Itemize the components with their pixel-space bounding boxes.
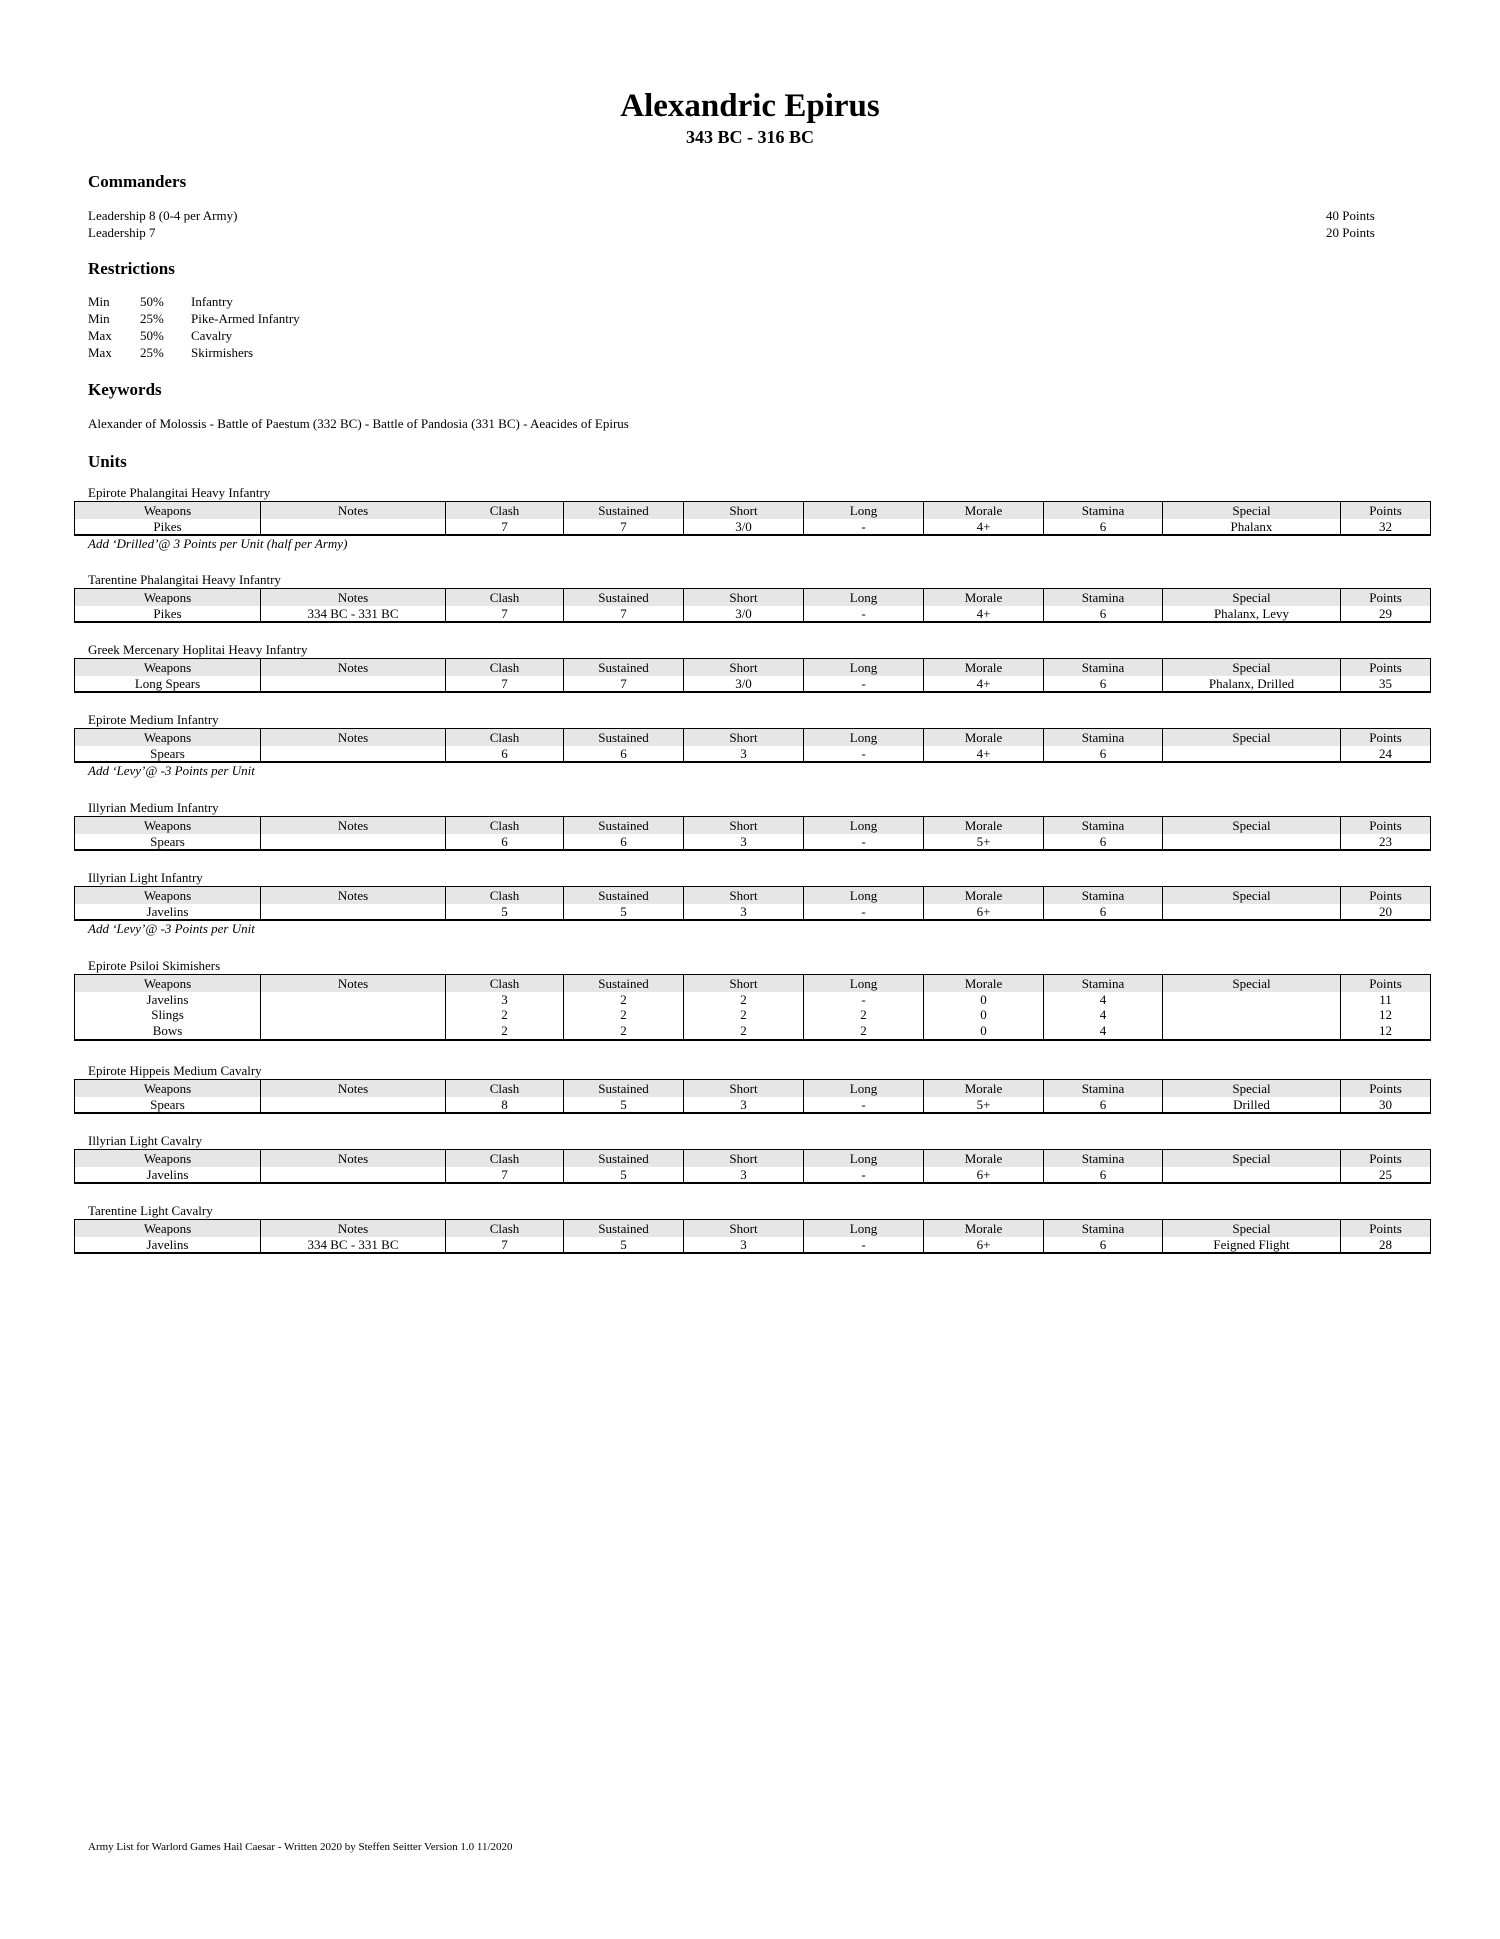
unit-stats-table bbox=[74, 1219, 1431, 1254]
table-cell: 334 BC - 331 BC bbox=[261, 1237, 446, 1253]
table-cell: 5 bbox=[446, 904, 564, 920]
table-cell: 4+ bbox=[924, 606, 1044, 622]
unit-stats-table bbox=[74, 1079, 1431, 1114]
table-row bbox=[75, 606, 1431, 622]
unit-option-note: Add ‘Levy’@ -3 Points per Unit bbox=[88, 921, 255, 936]
table-cell bbox=[1163, 834, 1341, 850]
table-cell: 6 bbox=[1044, 834, 1163, 850]
restriction-type: Min bbox=[88, 311, 110, 326]
column-header: Stamina bbox=[1044, 1220, 1163, 1238]
keywords-text: Alexander of Molossis - Battle of Paestum (332 BC) - Battle of Pandosia (331 BC) - Aeacides of Epirus bbox=[88, 416, 629, 431]
column-header: Notes bbox=[261, 729, 446, 747]
table-cell: 5 bbox=[564, 904, 684, 920]
table-cell: 30 bbox=[1341, 1097, 1431, 1113]
column-header: Morale bbox=[924, 659, 1044, 677]
table-cell: - bbox=[804, 606, 924, 622]
unit-block bbox=[74, 1134, 1430, 1184]
table-cell: Bows bbox=[152, 1023, 183, 1038]
column-header: Special bbox=[1163, 589, 1341, 607]
table-cell: 6 bbox=[1044, 904, 1163, 920]
unit-option-note: Add ‘Levy’@ -3 Points per Unit bbox=[88, 763, 255, 778]
column-header: Sustained bbox=[564, 659, 684, 677]
table-cell bbox=[1163, 1023, 1341, 1040]
table-cell: Javelins bbox=[146, 1237, 189, 1252]
table-cell bbox=[261, 1023, 446, 1040]
unit-name: Tarentine Light Cavalry bbox=[88, 1203, 213, 1218]
column-header: Short bbox=[684, 1080, 804, 1098]
table-cell bbox=[1163, 746, 1341, 762]
column-header: Notes bbox=[261, 1220, 446, 1238]
page-subtitle: 343 BC - 316 BC bbox=[685, 127, 814, 147]
table-cell: 3 bbox=[684, 834, 804, 850]
table-cell: 334 BC - 331 BC bbox=[261, 606, 446, 622]
table-header-row bbox=[75, 817, 1431, 835]
table-cell: Phalanx, Drilled bbox=[1163, 676, 1341, 692]
column-header: Weapons bbox=[75, 1220, 261, 1238]
table-cell: Phalanx bbox=[1163, 519, 1341, 535]
restriction-type: Max bbox=[88, 345, 112, 360]
column-header: Long bbox=[804, 659, 924, 677]
table-cell: 2 bbox=[684, 992, 804, 1007]
column-header: Stamina bbox=[1044, 975, 1163, 993]
table-cell bbox=[261, 1097, 446, 1113]
column-header: Morale bbox=[924, 589, 1044, 607]
table-cell: 7 bbox=[446, 1237, 564, 1253]
column-header: Points bbox=[1341, 1080, 1431, 1098]
table-cell bbox=[261, 992, 446, 1007]
table-cell: 2 bbox=[804, 1007, 924, 1023]
unit-block bbox=[74, 1064, 1430, 1114]
unit-name: Illyrian Light Infantry bbox=[88, 870, 203, 885]
table-cell: 4+ bbox=[924, 676, 1044, 692]
page-title: Alexandric Epirus bbox=[620, 88, 880, 124]
table-cell: - bbox=[804, 834, 924, 850]
unit-block bbox=[74, 486, 1430, 552]
table-cell: 2 bbox=[564, 1023, 684, 1040]
restriction-category: Cavalry bbox=[191, 328, 233, 343]
table-cell: 29 bbox=[1341, 606, 1431, 622]
column-header: Notes bbox=[261, 1150, 446, 1168]
unit-name: Epirote Medium Infantry bbox=[88, 712, 219, 727]
column-header: Points bbox=[1341, 659, 1431, 677]
table-cell: 3/0 bbox=[684, 676, 804, 692]
unit-stats-table bbox=[74, 728, 1431, 763]
column-header: Special bbox=[1163, 1080, 1341, 1098]
table-cell: 23 bbox=[1341, 834, 1431, 850]
table-cell: 4 bbox=[1044, 992, 1163, 1007]
table-header-row bbox=[75, 1150, 1431, 1168]
column-header: Points bbox=[1341, 502, 1431, 520]
table-cell: 5 bbox=[564, 1097, 684, 1113]
column-header: Clash bbox=[446, 887, 564, 905]
table-cell: 6 bbox=[1044, 676, 1163, 692]
table-cell: 5+ bbox=[924, 834, 1044, 850]
column-header: Sustained bbox=[564, 1080, 684, 1098]
table-cell: 6 bbox=[446, 834, 564, 850]
table-cell: 12 bbox=[1341, 1007, 1431, 1023]
column-header: Weapons bbox=[75, 729, 261, 747]
commander-points: 20 Points bbox=[1326, 225, 1375, 240]
table-cell: 32 bbox=[1341, 519, 1431, 535]
table-cell: 2 bbox=[446, 1023, 564, 1040]
table-cell: 0 bbox=[924, 992, 1044, 1007]
column-header: Morale bbox=[924, 887, 1044, 905]
table-row bbox=[75, 904, 1431, 920]
table-row bbox=[75, 1167, 1431, 1183]
table-cell: 4+ bbox=[924, 746, 1044, 762]
column-header: Points bbox=[1341, 975, 1431, 993]
column-header: Weapons bbox=[75, 659, 261, 677]
table-cell: - bbox=[804, 519, 924, 535]
table-cell bbox=[261, 1167, 446, 1183]
column-header: Weapons bbox=[75, 589, 261, 607]
column-header: Short bbox=[684, 502, 804, 520]
table-row bbox=[75, 1007, 1431, 1023]
table-cell: 7 bbox=[446, 606, 564, 622]
table-cell: 7 bbox=[446, 1167, 564, 1183]
table-cell: 3 bbox=[684, 904, 804, 920]
table-cell: Feigned Flight bbox=[1163, 1237, 1341, 1253]
column-header: Short bbox=[684, 1220, 804, 1238]
table-cell: 7 bbox=[446, 519, 564, 535]
table-cell: 3 bbox=[684, 1167, 804, 1183]
column-header: Special bbox=[1163, 659, 1341, 677]
table-cell: 11 bbox=[1341, 992, 1431, 1007]
footer-text: Army List for Warlord Games Hail Caesar - Written 2020 by Steffen Seitter Version 1.0 11/2020 bbox=[88, 1841, 513, 1853]
keywords-heading: Keywords bbox=[88, 380, 162, 399]
column-header: Points bbox=[1341, 1220, 1431, 1238]
table-cell: 7 bbox=[564, 676, 684, 692]
restriction-percent: 25% bbox=[140, 311, 164, 326]
table-cell bbox=[261, 676, 446, 692]
table-cell: 6 bbox=[446, 746, 564, 762]
restriction-category: Skirmishers bbox=[191, 345, 254, 360]
table-header-row bbox=[75, 659, 1431, 677]
table-cell: Phalanx, Levy bbox=[1163, 606, 1341, 622]
restriction-category: Pike-Armed Infantry bbox=[191, 311, 300, 326]
column-header: Notes bbox=[261, 975, 446, 993]
table-cell: Drilled bbox=[1163, 1097, 1341, 1113]
unit-block bbox=[74, 643, 1430, 693]
table-cell: 0 bbox=[924, 1023, 1044, 1040]
column-header: Long bbox=[804, 1080, 924, 1098]
table-row bbox=[75, 676, 1431, 692]
table-cell: 25 bbox=[1341, 1167, 1431, 1183]
column-header: Long bbox=[804, 1220, 924, 1238]
column-header: Weapons bbox=[75, 975, 261, 993]
table-cell: 20 bbox=[1341, 904, 1431, 920]
column-header: Clash bbox=[446, 1080, 564, 1098]
column-header: Notes bbox=[261, 817, 446, 835]
table-cell: 28 bbox=[1341, 1237, 1431, 1253]
column-header: Special bbox=[1163, 729, 1341, 747]
table-cell: 7 bbox=[564, 606, 684, 622]
column-header: Sustained bbox=[564, 589, 684, 607]
column-header: Notes bbox=[261, 589, 446, 607]
unit-stats-table bbox=[74, 974, 1431, 1041]
restriction-percent: 50% bbox=[140, 294, 164, 309]
table-cell: 5+ bbox=[924, 1097, 1044, 1113]
column-header: Weapons bbox=[75, 887, 261, 905]
column-header: Special bbox=[1163, 887, 1341, 905]
unit-stats-table bbox=[74, 816, 1431, 851]
column-header: Short bbox=[684, 975, 804, 993]
column-header: Sustained bbox=[564, 729, 684, 747]
column-header: Notes bbox=[261, 887, 446, 905]
commander-label: Leadership 8 (0-4 per Army) bbox=[88, 208, 238, 223]
table-cell: Spears bbox=[150, 1097, 185, 1112]
column-header: Morale bbox=[924, 1220, 1044, 1238]
table-cell: Spears bbox=[150, 834, 185, 849]
table-cell: Javelins bbox=[146, 1167, 189, 1182]
table-row bbox=[75, 519, 1431, 535]
table-cell: 7 bbox=[446, 676, 564, 692]
table-cell: - bbox=[804, 746, 924, 762]
table-cell: - bbox=[804, 1237, 924, 1253]
unit-name: Illyrian Medium Infantry bbox=[88, 800, 219, 815]
column-header: Sustained bbox=[564, 887, 684, 905]
table-cell: 6+ bbox=[924, 904, 1044, 920]
table-cell: 6 bbox=[564, 746, 684, 762]
table-cell: 2 bbox=[684, 1023, 804, 1040]
table-cell: 6 bbox=[564, 834, 684, 850]
unit-block bbox=[74, 959, 1430, 1041]
table-cell: 4 bbox=[1044, 1007, 1163, 1023]
unit-name: Epirote Psiloi Skimishers bbox=[88, 958, 221, 973]
table-row bbox=[75, 992, 1431, 1007]
unit-option-note: Add ‘Drilled’@ 3 Points per Unit (half per Army) bbox=[88, 536, 348, 551]
table-cell bbox=[261, 834, 446, 850]
table-cell: 12 bbox=[1341, 1023, 1431, 1040]
table-cell: 4+ bbox=[924, 519, 1044, 535]
table-header-row bbox=[75, 1080, 1431, 1098]
table-cell: 3/0 bbox=[684, 519, 804, 535]
column-header: Long bbox=[804, 502, 924, 520]
column-header: Morale bbox=[924, 817, 1044, 835]
table-cell: 6 bbox=[1044, 746, 1163, 762]
column-header: Stamina bbox=[1044, 1150, 1163, 1168]
unit-block bbox=[74, 573, 1430, 623]
table-cell: Pikes bbox=[153, 519, 182, 534]
column-header: Morale bbox=[924, 1080, 1044, 1098]
table-cell: Spears bbox=[150, 746, 185, 761]
table-row bbox=[75, 1023, 1431, 1040]
column-header: Weapons bbox=[75, 817, 261, 835]
table-cell: 4 bbox=[1044, 1023, 1163, 1040]
commanders-heading: Commanders bbox=[88, 172, 187, 191]
column-header: Short bbox=[684, 817, 804, 835]
unit-stats-table bbox=[74, 886, 1431, 921]
unit-name: Greek Mercenary Hoplitai Heavy Infantry bbox=[88, 642, 308, 657]
column-header: Morale bbox=[924, 975, 1044, 993]
table-header-row bbox=[75, 589, 1431, 607]
table-cell bbox=[261, 746, 446, 762]
restriction-type: Max bbox=[88, 328, 112, 343]
table-cell bbox=[1163, 992, 1341, 1007]
table-cell: Pikes bbox=[153, 606, 182, 621]
column-header: Stamina bbox=[1044, 659, 1163, 677]
unit-block bbox=[74, 713, 1430, 779]
table-header-row bbox=[75, 1220, 1431, 1238]
table-cell bbox=[261, 1007, 446, 1023]
table-cell: - bbox=[804, 992, 924, 1007]
column-header: Short bbox=[684, 659, 804, 677]
column-header: Short bbox=[684, 887, 804, 905]
unit-stats-table bbox=[74, 501, 1431, 536]
table-cell: 3 bbox=[684, 746, 804, 762]
column-header: Morale bbox=[924, 729, 1044, 747]
table-cell: 6+ bbox=[924, 1167, 1044, 1183]
unit-block bbox=[74, 1204, 1430, 1254]
column-header: Stamina bbox=[1044, 817, 1163, 835]
column-header: Sustained bbox=[564, 1220, 684, 1238]
column-header: Stamina bbox=[1044, 887, 1163, 905]
column-header: Notes bbox=[261, 659, 446, 677]
column-header: Special bbox=[1163, 975, 1341, 993]
table-cell: 6+ bbox=[924, 1237, 1044, 1253]
table-cell: 2 bbox=[446, 1007, 564, 1023]
column-header: Weapons bbox=[75, 502, 261, 520]
table-header-row bbox=[75, 887, 1431, 905]
column-header: Points bbox=[1341, 1150, 1431, 1168]
commander-label: Leadership 7 bbox=[88, 225, 156, 240]
column-header: Clash bbox=[446, 975, 564, 993]
restriction-type: Min bbox=[88, 294, 110, 309]
unit-block bbox=[74, 801, 1430, 851]
table-cell bbox=[261, 519, 446, 535]
table-cell: 6 bbox=[1044, 1097, 1163, 1113]
table-cell: 24 bbox=[1341, 746, 1431, 762]
column-header: Stamina bbox=[1044, 1080, 1163, 1098]
commander-points: 40 Points bbox=[1326, 208, 1375, 223]
column-header: Long bbox=[804, 975, 924, 993]
table-header-row bbox=[75, 975, 1431, 993]
table-row bbox=[75, 746, 1431, 762]
table-cell: Javelins bbox=[146, 904, 189, 919]
unit-name: Illyrian Light Cavalry bbox=[88, 1133, 203, 1148]
table-cell: 8 bbox=[446, 1097, 564, 1113]
restriction-percent: 25% bbox=[140, 345, 164, 360]
column-header: Long bbox=[804, 589, 924, 607]
column-header: Long bbox=[804, 887, 924, 905]
table-cell: 2 bbox=[684, 1007, 804, 1023]
column-header: Special bbox=[1163, 1220, 1341, 1238]
unit-name: Epirote Hippeis Medium Cavalry bbox=[88, 1063, 262, 1078]
column-header: Points bbox=[1341, 589, 1431, 607]
column-header: Notes bbox=[261, 502, 446, 520]
unit-stats-table bbox=[74, 658, 1431, 693]
table-cell: - bbox=[804, 904, 924, 920]
table-cell: 3 bbox=[684, 1097, 804, 1113]
column-header: Special bbox=[1163, 1150, 1341, 1168]
table-cell: 3/0 bbox=[684, 606, 804, 622]
table-cell: 2 bbox=[564, 1007, 684, 1023]
column-header: Short bbox=[684, 589, 804, 607]
column-header: Short bbox=[684, 729, 804, 747]
table-row bbox=[75, 1237, 1431, 1253]
column-header: Sustained bbox=[564, 1150, 684, 1168]
table-header-row bbox=[75, 729, 1431, 747]
unit-name: Tarentine Phalangitai Heavy Infantry bbox=[88, 572, 281, 587]
column-header: Short bbox=[684, 1150, 804, 1168]
table-cell: 2 bbox=[564, 992, 684, 1007]
column-header: Long bbox=[804, 729, 924, 747]
column-header: Sustained bbox=[564, 975, 684, 993]
table-cell: Long Spears bbox=[134, 676, 201, 691]
table-cell: 3 bbox=[684, 1237, 804, 1253]
column-header: Clash bbox=[446, 1150, 564, 1168]
column-header: Clash bbox=[446, 1220, 564, 1238]
column-header: Special bbox=[1163, 817, 1341, 835]
column-header: Points bbox=[1341, 887, 1431, 905]
table-row bbox=[75, 834, 1431, 850]
column-header: Stamina bbox=[1044, 502, 1163, 520]
column-header: Morale bbox=[924, 502, 1044, 520]
table-cell: 3 bbox=[446, 992, 564, 1007]
unit-block bbox=[74, 871, 1430, 937]
table-cell: 5 bbox=[564, 1167, 684, 1183]
column-header: Clash bbox=[446, 729, 564, 747]
table-cell: Javelins bbox=[146, 992, 189, 1007]
column-header: Clash bbox=[446, 817, 564, 835]
units-heading: Units bbox=[88, 452, 127, 471]
column-header: Weapons bbox=[75, 1150, 261, 1168]
column-header: Weapons bbox=[75, 1080, 261, 1098]
restriction-category: Infantry bbox=[191, 294, 233, 309]
column-header: Points bbox=[1341, 729, 1431, 747]
column-header: Sustained bbox=[564, 817, 684, 835]
column-header: Long bbox=[804, 1150, 924, 1168]
unit-stats-table bbox=[74, 588, 1431, 623]
table-cell bbox=[1163, 904, 1341, 920]
table-cell: 5 bbox=[564, 1237, 684, 1253]
column-header: Morale bbox=[924, 1150, 1044, 1168]
column-header: Clash bbox=[446, 502, 564, 520]
table-cell: 6 bbox=[1044, 1237, 1163, 1253]
table-cell: 7 bbox=[564, 519, 684, 535]
table-cell: 6 bbox=[1044, 1167, 1163, 1183]
restrictions-heading: Restrictions bbox=[88, 259, 175, 278]
table-cell: - bbox=[804, 1167, 924, 1183]
table-cell: Slings bbox=[151, 1007, 184, 1022]
table-row bbox=[75, 1097, 1431, 1113]
column-header: Long bbox=[804, 817, 924, 835]
table-cell: 6 bbox=[1044, 606, 1163, 622]
table-cell bbox=[1163, 1167, 1341, 1183]
unit-stats-table bbox=[74, 1149, 1431, 1184]
table-cell: 0 bbox=[924, 1007, 1044, 1023]
table-cell: 6 bbox=[1044, 519, 1163, 535]
column-header: Sustained bbox=[564, 502, 684, 520]
column-header: Points bbox=[1341, 817, 1431, 835]
table-cell: - bbox=[804, 676, 924, 692]
table-cell: 35 bbox=[1341, 676, 1431, 692]
column-header: Stamina bbox=[1044, 589, 1163, 607]
unit-name: Epirote Phalangitai Heavy Infantry bbox=[88, 485, 271, 500]
table-cell bbox=[1163, 1007, 1341, 1023]
table-cell: - bbox=[804, 1097, 924, 1113]
table-cell bbox=[261, 904, 446, 920]
table-cell: 2 bbox=[804, 1023, 924, 1040]
column-header: Notes bbox=[261, 1080, 446, 1098]
table-header-row bbox=[75, 502, 1431, 520]
column-header: Clash bbox=[446, 589, 564, 607]
column-header: Clash bbox=[446, 659, 564, 677]
restriction-percent: 50% bbox=[140, 328, 164, 343]
column-header: Stamina bbox=[1044, 729, 1163, 747]
column-header: Special bbox=[1163, 502, 1341, 520]
